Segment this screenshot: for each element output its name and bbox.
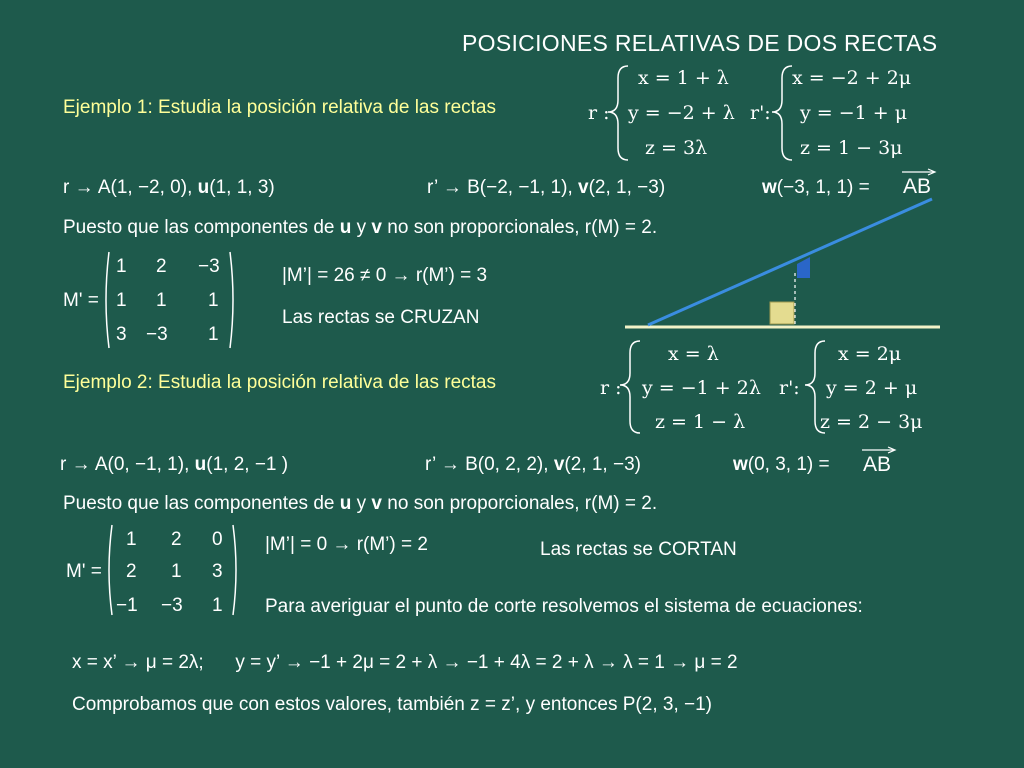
ex2-method-text: Para averiguar el punto de corte resolvemos el sistema de ecuaciones:: [265, 596, 863, 617]
ex1-r-label: r :: [588, 102, 610, 124]
ex1-r-eq-x: x = 1 + λ: [638, 67, 729, 89]
ex1-ab-label: AB: [903, 175, 932, 198]
example2-prompt: Ejemplo 2: Estudia la posición relativa de las rectas: [63, 372, 497, 393]
ex2-rp-point: r’ → B(0, 2, 2), v(2, 1, −3): [425, 454, 641, 475]
ex1-m-0-1: 2: [156, 256, 167, 277]
right-angle-box: [770, 302, 794, 324]
brace-rp1: [772, 66, 792, 160]
brace-r1: [608, 66, 628, 160]
matrix-bar-left-2: [109, 525, 112, 615]
ex1-proportional-text: Puesto que las componentes de u y v no son proporcionales, r(M) = 2.: [63, 217, 658, 238]
ex2-r-point: r → A(0, −1, 1), u(1, 2, −1 ): [60, 454, 289, 475]
ex2-proportional-text: Puesto que las componentes de u y v no son proporcionales, r(M) = 2.: [63, 493, 658, 514]
ex2-r-eq-y: y = −1 + 2λ: [642, 377, 761, 399]
ex1-rp-label: r':: [750, 102, 771, 124]
ex1-rp-point: r’ → B(−2, −1, 1), v(2, 1, −3): [427, 177, 666, 198]
ex1-r-eq-y: y = −2 + λ: [628, 102, 735, 124]
ex2-m-1-0: 2: [126, 561, 137, 582]
right-angle-mark: [797, 257, 810, 278]
ex2-matrix-label: M' =: [66, 561, 102, 582]
ex2-m-0-0: 1: [126, 529, 137, 550]
ex2-w-vector: w(0, 3, 1) =: [733, 454, 830, 475]
ex1-determinant: |M’| = 26 ≠ 0 → r(M’) = 3: [282, 265, 488, 286]
ex1-r-eq-z: z = 3λ: [645, 137, 708, 159]
ex2-ab-label: AB: [863, 453, 892, 476]
ex2-rp-eq-y: y = 2 + μ: [826, 377, 918, 399]
ex1-rp-eq-z: z = 1 − 3μ: [800, 137, 903, 159]
ex1-m-0-0: 1: [116, 256, 127, 277]
ex1-m-1-2: 1: [208, 290, 219, 311]
ex2-m-2-0: −1: [116, 595, 138, 616]
ex2-r-label: r :: [600, 377, 622, 399]
ex2-m-2-1: −3: [161, 595, 183, 616]
brace-r2: [620, 341, 640, 433]
ex1-m-2-2: 1: [208, 324, 219, 345]
ex1-m-1-1: 1: [156, 290, 167, 311]
page-title: POSICIONES RELATIVAS DE DOS RECTAS: [462, 30, 938, 56]
ex1-rp-eq-x: x = −2 + 2μ: [792, 67, 912, 89]
ex1-matrix-label: M' =: [63, 290, 99, 311]
ex1-m-0-2: −3: [198, 256, 220, 277]
ex1-w-vector: w(−3, 1, 1) =: [762, 177, 870, 198]
matrix-bar-right-2: [233, 525, 236, 615]
example1-prompt: Ejemplo 1: Estudia la posición relativa de las rectas: [63, 97, 497, 118]
ex2-rp-label: r':: [779, 377, 800, 399]
matrix-bar-left-1: [106, 252, 109, 348]
ex1-m-1-0: 1: [116, 290, 127, 311]
ex2-check-line: Comprobamos que con estos valores, también z = z’, y entonces P(2, 3, −1): [72, 694, 712, 715]
ex2-rp-eq-z: z = 2 − 3μ: [820, 411, 923, 433]
ex2-determinant: |M’| = 0 → r(M’) = 2: [265, 534, 428, 555]
ex2-rp-eq-x: x = 2μ: [838, 343, 902, 365]
ex2-solve-line: x = x’ → μ = 2λ; y = y’ → −1 + 2μ = 2 + λ → −1 + 4λ = 2 + λ → λ = 1 → μ = 2: [72, 652, 738, 673]
ex2-m-2-2: 1: [212, 595, 223, 616]
matrix-bar-right-1: [230, 252, 233, 348]
ex1-r-point: r → A(1, −2, 0), u(1, 1, 3): [63, 177, 275, 198]
ex2-conclusion: Las rectas se CORTAN: [540, 539, 737, 560]
ex2-r-eq-z: z = 1 − λ: [655, 411, 746, 433]
ex2-r-eq-x: x = λ: [668, 343, 719, 365]
ex2-m-0-1: 2: [171, 529, 182, 550]
ex2-m-1-2: 3: [212, 561, 223, 582]
ex2-m-0-2: 0: [212, 529, 223, 550]
ex2-m-1-1: 1: [171, 561, 182, 582]
ex1-conclusion: Las rectas se CRUZAN: [282, 307, 480, 328]
ex1-m-2-0: 3: [116, 324, 127, 345]
ex1-rp-eq-y: y = −1 + μ: [800, 102, 908, 124]
ex1-m-2-1: −3: [146, 324, 168, 345]
